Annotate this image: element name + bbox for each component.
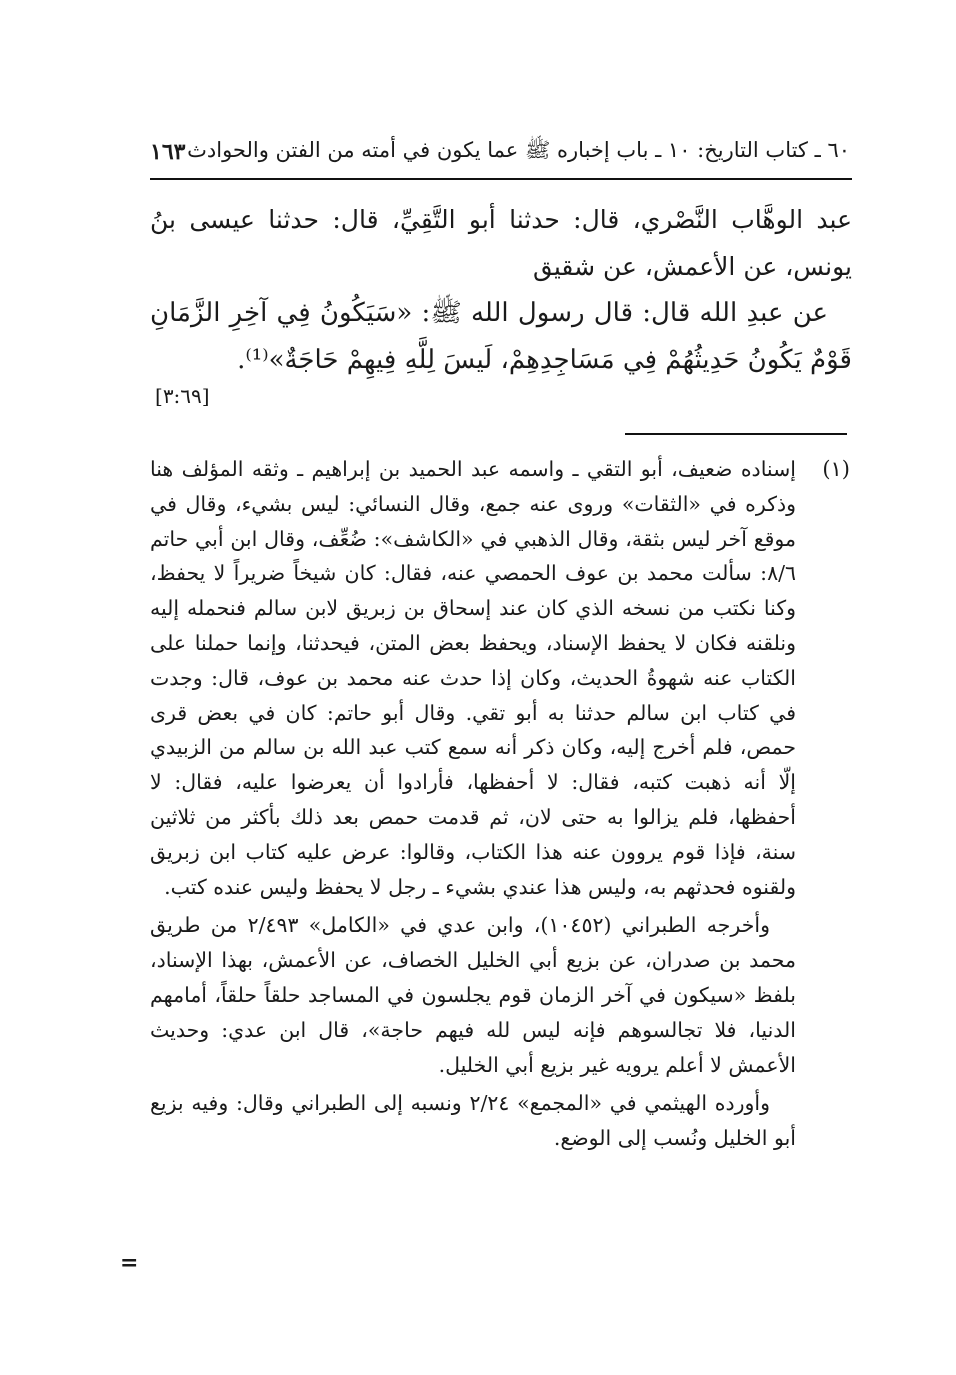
- main-text: [150, 196, 852, 384]
- footnote-rule: [625, 433, 847, 435]
- continuation-mark: =: [120, 1250, 139, 1276]
- footnote-paragraph-1: إسناده ضعيف، أبو التقي ـ واسمه عبد الحميد بن إبراهيم ـ وثقه المؤلف هنا وذكره في «الثقات» وروى عنه جمع، وقال النسائي: ليس بشيء، وقال في موقع آخر ليس بثقة، وقال الذهبي في «الكاشف»: ضُعِّف، وقال ابن أبي حاتم ٨/٦: سألت محمد بن عوف الحمصي عنه، فقال: كان شيخاً ضريراً لا يحفظ، وكنا نكتب من نسخه الذي كان عند إسحاق بن زبريق لابن سالم فنحمله إليه ونلقنه فكان لا يحفظ الإسناد، ويحفظ بعض المتن، فيحدثنا، وإنما حملنا على الكتاب عنه شهوةُ الحديث، وكان إذا حدث عنه محمد بن عوف، قال: وجدت في كتاب ابن سالم حدثنا به أبو تقي. وقال أبو حاتم: كان في بعض قرى حمص، فلم أخرج إليه، وكان ذكر أنه سمع كتب عبد الله بن سالم من الزبيدي إلّا أنه ذهبت كتبه، فقال: لا أحفظها، فأرادوا أن يعرضوا عليه، فقال: لا أحفظها، فلم يزالوا به حتى لان، ثم قدمت حمص بعد ذلك بأكثر من ثلاثين سنة، فإذا قوم يروون عنه هذا الكتاب، وقالوا: عرض عليه كتاب ابن زبريق ولقنوه فحدثهم به، وليس هذا عندي بشيء ـ رجل لا يحفظ وليس عنده كتب.: [150, 457, 796, 899]
- hadith-text: عن عبدِ الله قال: قال رسول الله ﷺ: «سَيَكُونُ فِي آخِرِ الزَّمَانِ قَوْمٌ يَكُونُ حَدِيثُهُمْ فِي مَسَاجِدِهِمْ، لَيسَ لِلَّهِ فِيهِمْ حَاجَةٌ»⁽¹⁾.: [150, 298, 852, 375]
- isnad-line: عبد الوهَّاب النَّصْري، قال: حدثنا أبو التَّقِيِّ، قال: حدثنا عيسى بنُ يونس، عن الأعمش، عن شقيق: [150, 205, 852, 281]
- header-title: ٦٠ ـ كتاب التاريخ: ١٠ ـ باب إخباره ﷺ عما يكون في أمته من الفتن والحوادث: [187, 137, 850, 162]
- footnote-paragraph-2: وأخرجه الطبراني (١٠٤٥٢)، وابن عدي في «الكامل» ٢/٤٩٣ من طريق محمد بن صدران، عن بزيع أبي الخليل الخصاف، عن الأعمش، بهذا الإسناد، بلفظ «سيكون في آخر الزمان قوم يجلسون في المساجد حلقاً حلقاً، أمامهم الدنيا، فلا تجالسوهم فإنه ليس لله فيهم حاجة»، قال ابن عدي: وحديث الأعمش لا أعلم يرويه غير بزيع أبي الخليل.: [150, 913, 796, 1077]
- header-rule: [150, 178, 852, 180]
- hadith-reference: [٣:٦٩]: [155, 384, 210, 408]
- footnote-paragraph-3: وأورده الهيثمي في «المجمع» ٢/٢٤ ونسبه إلى الطبراني وقال: وفيه بزيع أبو الخليل ونُسب إلى الوضع.: [150, 1091, 796, 1151]
- running-header: [150, 132, 850, 172]
- page-number: ١٦٣: [150, 139, 186, 165]
- footnote-marker: (١): [822, 457, 850, 481]
- footnote-body: [150, 452, 796, 1160]
